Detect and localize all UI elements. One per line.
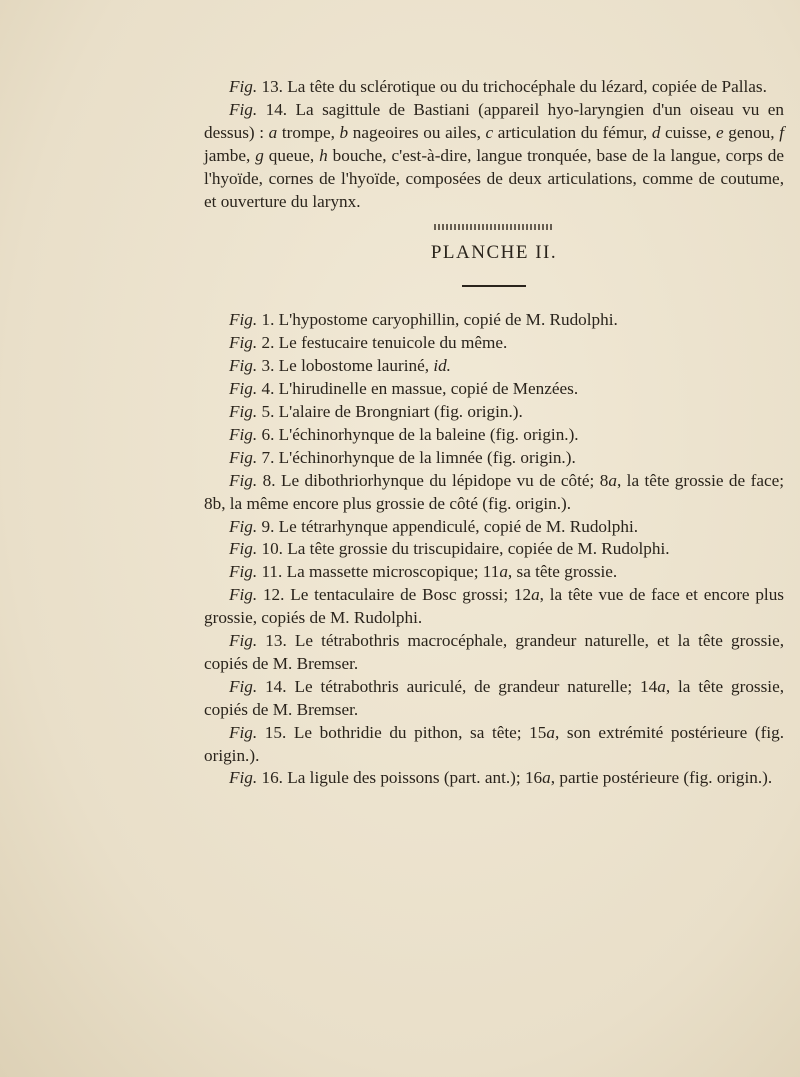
label-text: articulation du fémur,	[493, 122, 652, 142]
figure-entry	[204, 447, 784, 470]
title-rule	[462, 285, 526, 287]
fig-label: Fig.	[229, 424, 258, 444]
entry-italic: a	[546, 722, 555, 742]
fig-label: Fig.	[229, 77, 258, 96]
entry-text: 8. Le dibothriorhynque du lépidope vu de côté; 8	[257, 470, 609, 490]
entry-italic: a	[608, 470, 617, 490]
fig-label: Fig.	[229, 722, 258, 742]
entry-italic: a	[531, 585, 540, 605]
entry-tail: , sa tête grossie.	[507, 562, 618, 582]
text-body	[204, 76, 784, 790]
figure-entry	[204, 470, 784, 516]
letter-a: a	[268, 122, 278, 142]
entry-text: 5. L'alaire de Brongniart (fig. origin.).	[257, 401, 523, 421]
fig-label: Fig.	[229, 585, 258, 605]
entry-tail: , la tête vue de face et encore plus grossie, copiés de M. Rudolphi.	[204, 585, 784, 628]
fig-label: Fig.	[229, 333, 258, 353]
letter-e: e	[715, 122, 724, 142]
figure-entry	[204, 378, 784, 401]
fig-label: Fig.	[229, 379, 258, 399]
figure-entry	[204, 424, 784, 447]
paragraph-fig-14-top	[204, 99, 784, 214]
entry-text: 7. L'échinorhynque de la limnée (fig. origin.).	[257, 447, 576, 467]
entry-tail: , la tête grossie de face; 8b, la même encore plus grossie de côté (fig. origin.).	[204, 470, 784, 513]
entry-italic: a	[499, 562, 508, 582]
entry-text: 14. Le tétrabothris auriculé, de grandeur naturelle; 14	[257, 676, 658, 696]
entry-tail: , partie postérieure (fig. origin.).	[550, 768, 773, 788]
figure-entry	[204, 332, 784, 355]
paragraph-text: 13. La tête du sclérotique ou du trichocéphale du lézard, copiée de Pallas.	[257, 77, 767, 96]
entry-text: 12. Le tentaculaire de Bosc grossi; 12	[257, 585, 532, 605]
label-text: jambe,	[204, 145, 256, 165]
figure-entries	[204, 309, 784, 790]
fig-label: Fig.	[229, 470, 258, 490]
figure-entry	[204, 584, 784, 630]
letter-d: d	[651, 122, 661, 142]
letter-c: c	[485, 122, 494, 142]
entry-italic: id.	[433, 356, 451, 376]
label-text: queue,	[263, 145, 320, 165]
fig-label: Fig.	[229, 516, 258, 536]
figure-entry	[204, 401, 784, 424]
figure-entry	[204, 355, 784, 378]
figure-entry	[204, 722, 784, 768]
entry-text: 11. La massette microscopique; 11	[257, 562, 500, 582]
label-text: bouche, c'est-à-dire, langue tronquée, base de la langue, corps de l'hyoïde, cornes de l'hyoïde, composées de deux articulations, comme de coutume, et ouverture du larynx.	[204, 145, 785, 211]
fig-label: Fig.	[229, 539, 258, 559]
figure-entry	[204, 538, 784, 561]
entry-italic: a	[657, 676, 666, 696]
figure-entry	[204, 561, 784, 584]
fig-label: Fig.	[229, 401, 258, 421]
entry-text: 15. Le bothridie du pithon, sa tête; 15	[257, 722, 547, 742]
entry-tail: , la tête grossie, copiés de M. Bremser.	[204, 676, 785, 719]
fig-label: Fig.	[229, 562, 258, 582]
fig-label: Fig.	[229, 310, 258, 330]
entry-text: 10. La tête grossie du triscupidaire, copiée de M. Rudolphi.	[257, 539, 670, 559]
figure-entry	[204, 767, 784, 790]
entry-text: 1. L'hypostome caryophillin, copié de M. Rudolphi.	[257, 310, 618, 330]
fig-label: Fig.	[229, 631, 258, 651]
letter-g: g	[255, 145, 264, 165]
fig-label: Fig.	[229, 356, 258, 376]
figure-entry	[204, 630, 784, 676]
label-text: trompe,	[277, 122, 340, 142]
entry-text: 16. La ligule des poissons (part. ant.); 16	[257, 768, 543, 788]
entry-text: 4. L'hirudinelle en massue, copié de Menzées.	[257, 379, 579, 399]
fig-label: Fig.	[229, 676, 258, 696]
plate-title: PLANCHE II.	[430, 242, 558, 264]
letter-h: h	[319, 145, 328, 165]
fig-label: Fig.	[229, 768, 258, 788]
label-text: nageoires ou ailes,	[348, 122, 486, 142]
label-text: cuisse,	[660, 122, 716, 142]
fig-label: Fig.	[229, 99, 258, 119]
figure-entry	[204, 516, 784, 539]
entry-text: 13. Le tétrabothris macrocéphale, grandeur naturelle, et la tête grossie, copiés de M. Bremser.	[204, 631, 784, 673]
entry-text: 3. Le lobostome lauriné,	[257, 356, 434, 376]
letter-f: f	[779, 122, 784, 142]
fig-label: Fig.	[229, 447, 258, 467]
figure-entry	[204, 676, 784, 722]
entry-text: 9. Le tétrarhynque appendiculé, copié de M. Rudolphi.	[257, 516, 639, 536]
paragraph-text: 14. La sagittule de Bastiani (appareil hyo-laryngien d'un oiseau vu en dessus) :	[204, 99, 784, 142]
entry-italic: a	[542, 768, 551, 788]
letter-b: b	[339, 122, 349, 142]
entry-tail: , son extrémité postérieure (fig. origin.).	[204, 722, 784, 765]
figure-entry	[204, 309, 784, 332]
entry-text: 6. L'échinorhynque de la baleine (fig. origin.).	[257, 424, 579, 444]
ornament-divider	[434, 224, 554, 230]
label-text: genou,	[723, 122, 780, 142]
entry-text: 2. Le festucaire tenuicole du même.	[257, 333, 508, 353]
paragraph-fig-13-top	[204, 76, 784, 99]
